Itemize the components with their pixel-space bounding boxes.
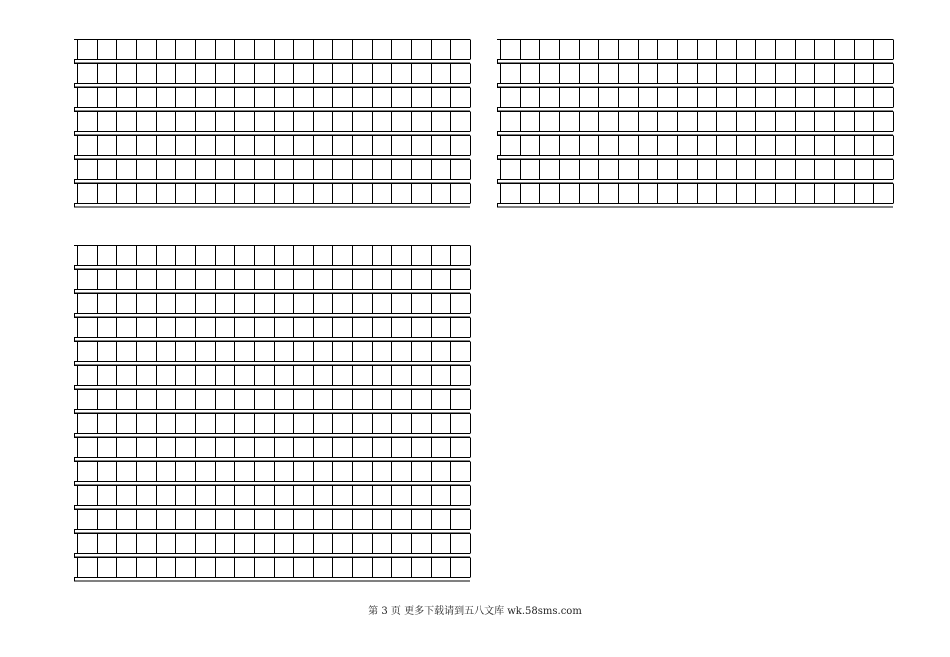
composition-grid-bottom-left: [73, 245, 475, 590]
composition-grid-top-left: [73, 39, 475, 229]
page-footer: 第 3 页 更多下载请到五八文库 wk.58sms.com: [368, 606, 582, 617]
composition-grid-top-right-svg: [496, 39, 898, 219]
composition-grid-top-right: [496, 39, 898, 219]
composition-grid-top-left-svg: [73, 39, 475, 229]
composition-grid-bottom-left-svg: [73, 245, 475, 590]
